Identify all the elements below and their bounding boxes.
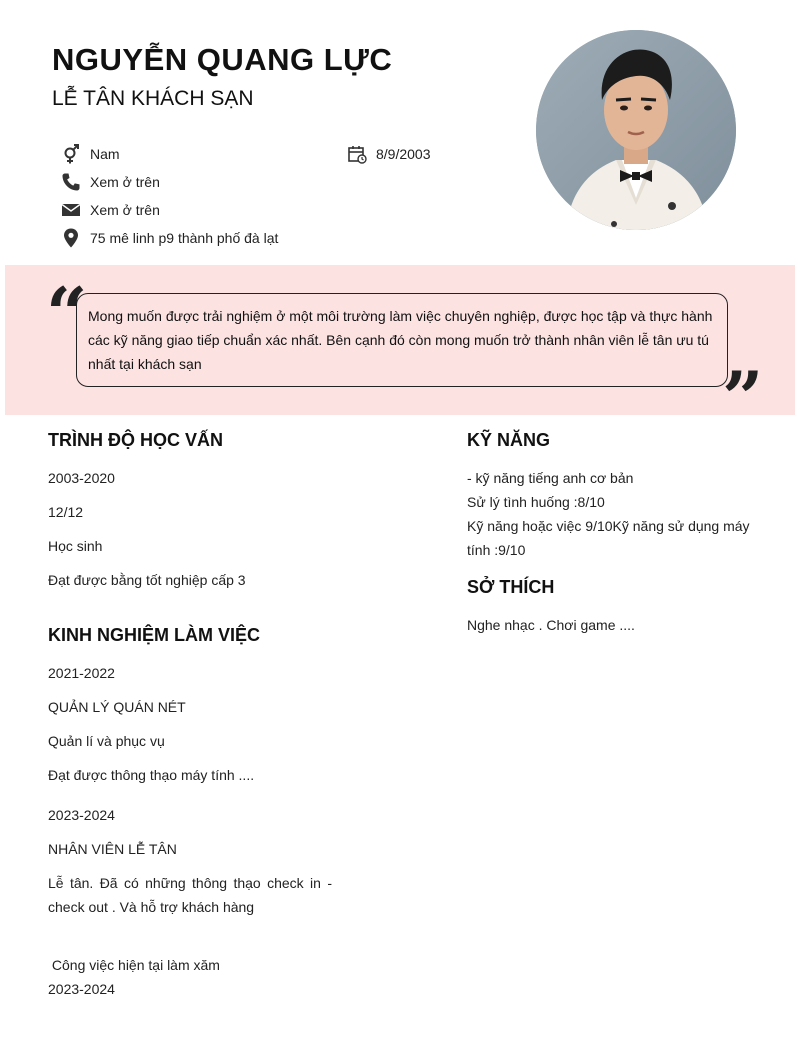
hobbies-title: SỞ THÍCH [467, 577, 555, 597]
job-position: QUẢN LÝ QUÁN NÉT [48, 699, 186, 715]
skills-title: KỸ NĂNG [467, 430, 551, 450]
phone-icon [60, 171, 82, 193]
gender-value: Nam [90, 146, 120, 162]
job-description: Lễ tân. Đã có những thông thạo check in - check out . Và hỗ trợ khách hàng [48, 875, 332, 915]
info-email [60, 199, 160, 221]
job-position: LỄ TÂN KHÁCH SẠN [52, 87, 254, 110]
info-address [60, 227, 278, 249]
hobbies-text: Nghe nhạc . Chơi game .... [467, 617, 635, 633]
objective-text: Mong muốn được trải nghiệm ở một môi trường làm việc chuyên nghiệp, được học tập và thực hành các kỹ năng giao tiếp chuẩn xác nhất. Bên cạnh đó còn mong muốn trở thành nhân viên lễ tân ưu tú nhất tại khách sạn [88, 308, 713, 372]
location-icon [60, 227, 82, 249]
education-role: Học sinh [48, 538, 103, 554]
address-value: 75 mê linh p9 thành phố đà lạt [90, 230, 279, 246]
close-quote-icon: ” [722, 355, 764, 440]
skill-item: - kỹ năng tiếng anh cơ bản [467, 470, 634, 486]
job-result: Đạt được thông thạo máy tính .... [48, 767, 255, 783]
candidate-name: NGUYỄN QUANG LỰC [52, 42, 393, 77]
info-birthday [346, 143, 431, 165]
skill-item: Kỹ năng hoặc việc 9/10Kỹ năng sử dụng máy tính :9/10 [467, 518, 750, 558]
phone-value: Xem ở trên [90, 174, 160, 190]
education-grade: 12/12 [48, 504, 84, 520]
profile-photo [536, 30, 736, 230]
open-quote-icon: “ [46, 271, 88, 356]
education-result: Đạt được bằng tốt nghiệp cấp 3 [48, 572, 246, 588]
birthday-value: 8/9/2003 [376, 146, 431, 162]
calendar-icon [346, 143, 368, 165]
info-phone [60, 171, 160, 193]
education-period: 2003-2020 [48, 470, 115, 486]
current-job: Công việc hiện tại làm xăm [48, 957, 220, 973]
gender-icon [60, 143, 82, 165]
info-gender [60, 143, 120, 165]
job-position: NHÂN VIÊN LỄ TÂN [48, 841, 177, 857]
job-description: Quản lí và phục vụ [48, 733, 165, 749]
job-period: 2023-2024 [48, 807, 115, 823]
current-period: 2023-2024 [48, 981, 115, 997]
education-title: TRÌNH ĐỘ HỌC VẤN [48, 430, 223, 450]
experience-title: KINH NGHIỆM LÀM VIỆC [48, 625, 261, 645]
email-icon [60, 199, 82, 221]
email-value: Xem ở trên [90, 202, 160, 218]
skill-item: Sử lý tình huống :8/10 [467, 494, 605, 510]
job-period: 2021-2022 [48, 665, 115, 681]
